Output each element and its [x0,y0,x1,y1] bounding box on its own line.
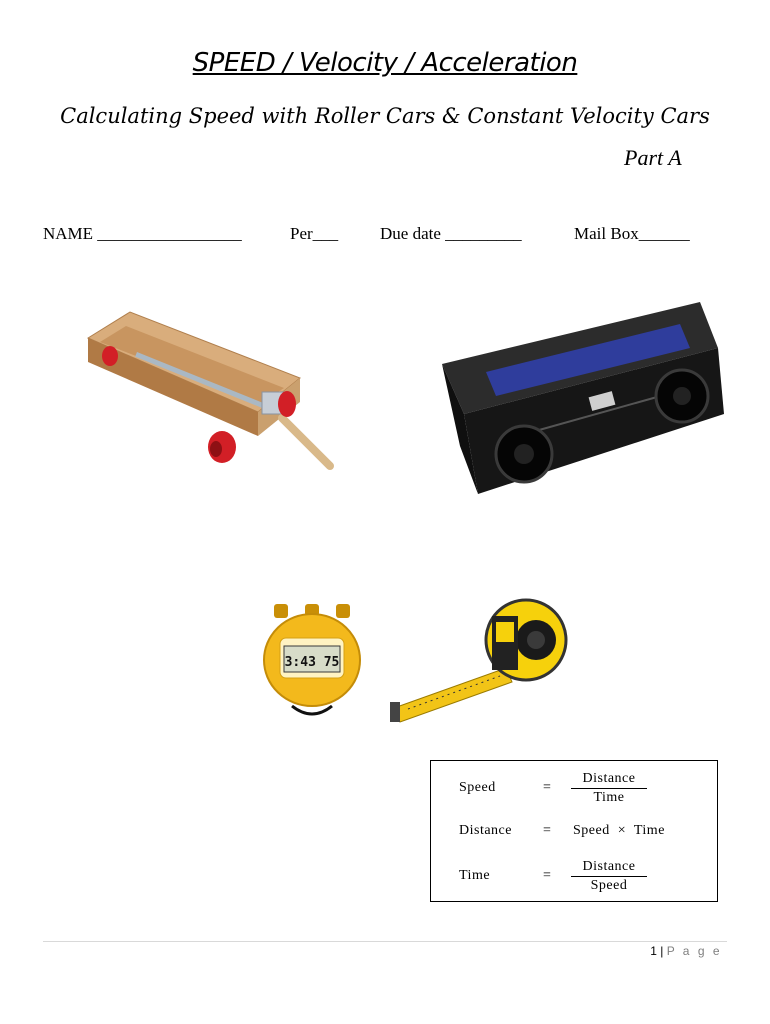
formula-equals-1: = [543,780,552,795]
distance-over-time-fraction [571,771,647,806]
formula-equals-2: = [543,823,552,838]
formula-box [430,760,718,902]
formula-distance-label: Distance [459,823,512,838]
roller-car-image [82,308,342,478]
fraction-denominator: Speed [590,878,628,893]
fraction-numerator: Distance [571,771,647,789]
velocity-car-image [432,296,742,501]
footer-separator: | [656,944,667,958]
formula-time-label: Time [459,868,491,883]
page-subtitle: Calculating Speed with Roller Cars & Constant Velocity Cars [60,104,710,128]
fraction-numerator: Distance [571,859,647,877]
footer-divider [43,941,727,942]
formula-equals-3: = [543,868,552,883]
distance-over-speed-fraction [571,859,647,894]
formula-speed-times-time: Speed × Time [573,823,665,838]
page-word: P a g e [666,944,722,958]
formula-speed-label: Speed [459,780,496,795]
mail-box-field: Mail Box______ [574,224,690,243]
due-date-field: Due date _________ [380,224,522,243]
part-label: Part A [624,145,682,170]
page-title: SPEED / Velocity / Acceleration [192,48,578,78]
period-field: Per___ [290,224,339,243]
page-footer [650,944,722,958]
stopwatch-display: 3:43 75 [284,655,340,670]
page-number: 1 [650,944,657,958]
stopwatch-image [262,604,362,720]
tape-measure-image [388,596,568,728]
fraction-denominator: Time [593,790,625,805]
name-field: NAME _________________ [43,224,242,243]
